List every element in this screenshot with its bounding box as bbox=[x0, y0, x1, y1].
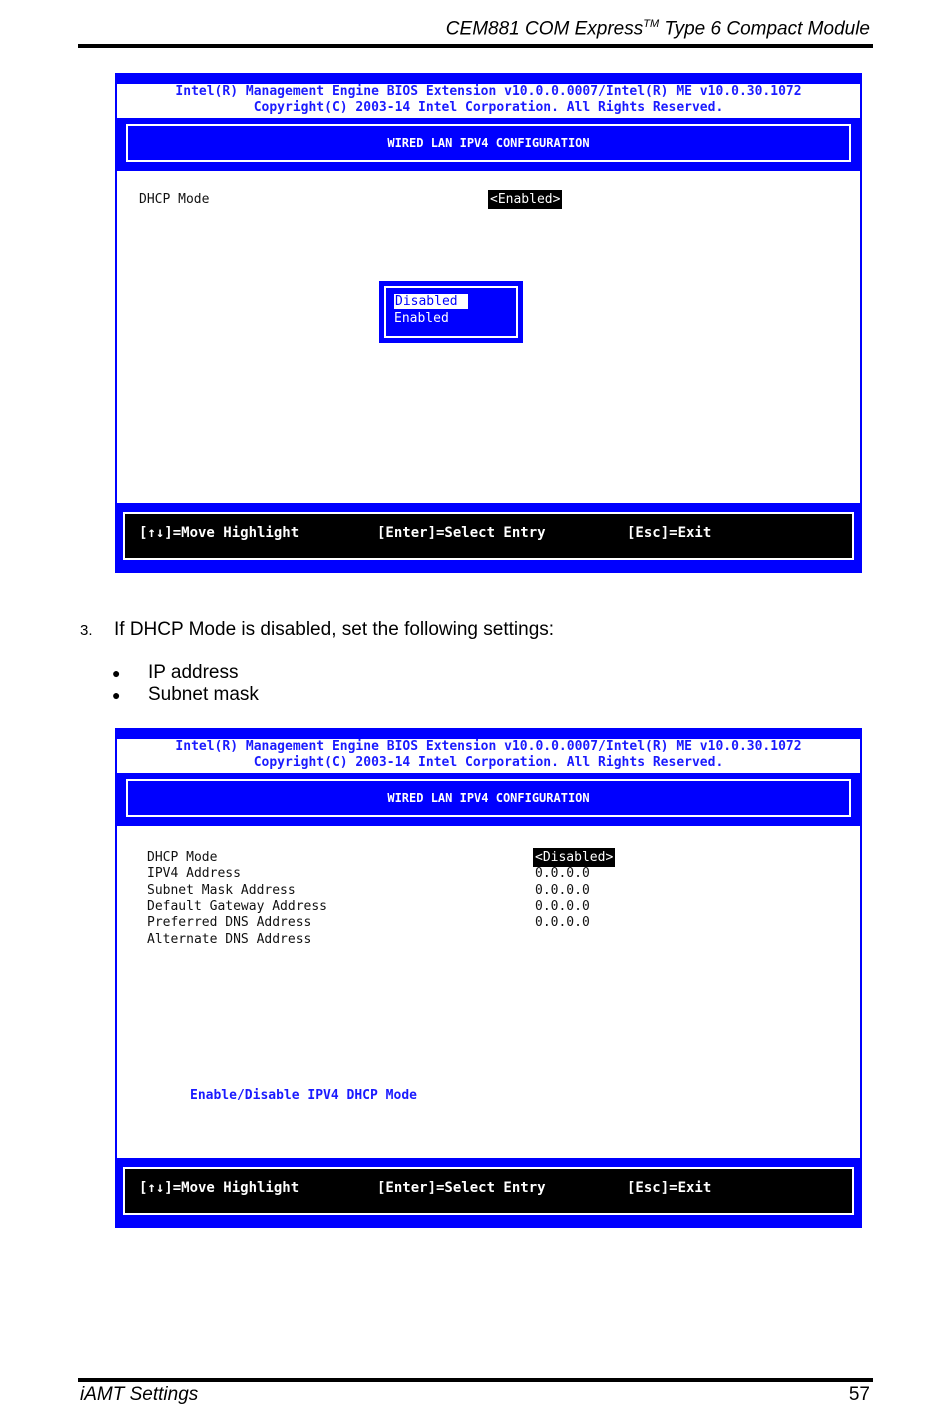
bios-screen-dhcp-popup bbox=[115, 73, 862, 573]
bios-content bbox=[117, 171, 860, 503]
step-3: 3. If DHCP Mode is disabled, set the following settings: bbox=[80, 619, 555, 640]
field-label: Subnet Mask Address bbox=[147, 883, 296, 898]
option-enabled[interactable]: Enabled bbox=[394, 311, 449, 326]
dhcp-mode-label: DHCP Mode bbox=[139, 192, 210, 207]
bios-header: Intel(R) Management Engine BIOS Extension v10.0.0.0007/Intel(R) ME v10.0.30.1072 Copyright(C) 2003-14 Intel Corporation. All Rights Reserved. bbox=[117, 84, 860, 118]
footer-rule bbox=[78, 1378, 873, 1382]
bios-content bbox=[117, 826, 860, 1158]
dhcp-mode-value[interactable]: <Enabled> bbox=[490, 192, 561, 207]
field-label: IPV4 Address bbox=[147, 866, 241, 881]
default-gateway-value[interactable]: 0.0.0.0 bbox=[535, 899, 590, 914]
bullet-item: ● IP address bbox=[112, 662, 239, 683]
ipv4-address-value[interactable]: 0.0.0.0 bbox=[535, 866, 590, 881]
bios-footer-bar bbox=[117, 1159, 860, 1228]
header-rule bbox=[78, 44, 873, 48]
bios-title-bar bbox=[117, 773, 860, 825]
field-label: DHCP Mode bbox=[147, 850, 218, 865]
section-title: WIRED LAN IPV4 CONFIGURATION bbox=[126, 779, 851, 817]
footer-section: iAMT Settings bbox=[80, 1384, 199, 1405]
bios-title-bar bbox=[117, 118, 860, 170]
hint-select: [Enter]=Select Entry bbox=[377, 525, 546, 541]
hint-exit: [Esc]=Exit bbox=[627, 525, 712, 541]
bullet-item: ● Subnet mask bbox=[112, 684, 259, 705]
dhcp-options-popup bbox=[379, 281, 523, 343]
field-label: Preferred DNS Address bbox=[147, 915, 312, 930]
subnet-mask-value[interactable]: 0.0.0.0 bbox=[535, 883, 590, 898]
hint-move: [↑↓]=Move Highlight bbox=[139, 1180, 300, 1196]
preferred-dns-value[interactable]: 0.0.0.0 bbox=[535, 915, 590, 930]
hint-move: [↑↓]=Move Highlight bbox=[139, 525, 300, 541]
hint-select: [Enter]=Select Entry bbox=[377, 1180, 546, 1196]
help-text: Enable/Disable IPV4 DHCP Mode bbox=[190, 1088, 417, 1103]
bios-header: Intel(R) Management Engine BIOS Extension v10.0.0.0007/Intel(R) ME v10.0.30.1072 Copyright(C) 2003-14 Intel Corporation. All Rights Reserved. bbox=[117, 739, 860, 773]
option-disabled[interactable]: Disabled bbox=[394, 294, 468, 309]
dhcp-mode-value[interactable]: <Disabled> bbox=[535, 850, 614, 865]
bios-screen-ipv4-settings bbox=[115, 728, 862, 1228]
field-label: Alternate DNS Address bbox=[147, 932, 312, 947]
field-label: Default Gateway Address bbox=[147, 899, 328, 914]
section-title: WIRED LAN IPV4 CONFIGURATION bbox=[126, 124, 851, 162]
bios-footer-bar bbox=[117, 504, 860, 573]
page-header-title: CEM881 COM Express™ Type 6 Compact Module bbox=[445, 18, 870, 40]
page-number: 57 bbox=[848, 1384, 870, 1405]
hint-exit: [Esc]=Exit bbox=[627, 1180, 712, 1196]
